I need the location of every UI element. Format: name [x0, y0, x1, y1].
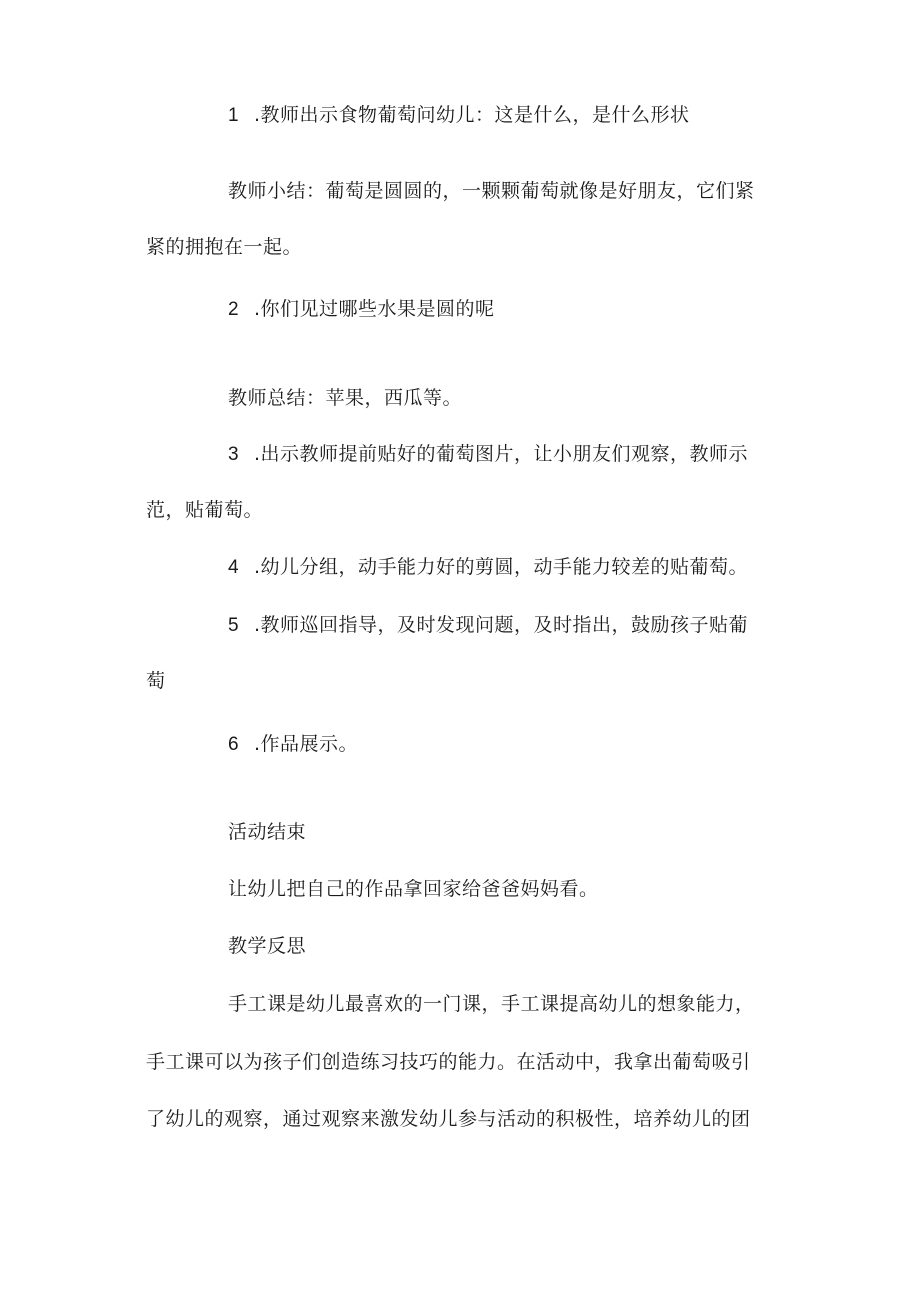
step-4 [228, 554, 788, 581]
paragraph-line: 让幼儿把自己的作品拿回家给爸爸妈妈看。 [228, 878, 599, 900]
paragraph-line: 教师小结：葡萄是圆圆的，一颗颗葡萄就像是好朋友，它们紧 [228, 180, 755, 202]
paragraph-line: 紧的拥抱在一起。 [146, 236, 303, 258]
section-heading: 教学反思 [228, 935, 307, 957]
step-1 [228, 102, 788, 129]
paragraph-line: 萄 [146, 670, 166, 692]
step-text: .教师巡回指导，及时发现问题，及时指出，鼓励孩子贴葡 [254, 614, 749, 636]
step-text: .教师出示食物葡萄问幼儿：这是什么，是什么形状 [254, 104, 690, 126]
step-5 [228, 612, 788, 639]
step-number: 1 [228, 105, 240, 126]
step-text: .幼儿分组，动手能力好的剪圆，动手能力较差的贴葡萄。 [254, 556, 749, 578]
step-2 [228, 296, 788, 323]
step-text: .你们见过哪些水果是圆的呢 [254, 298, 495, 320]
step-6 [228, 731, 788, 758]
step-number: 3 [228, 444, 240, 465]
paragraph-line: 手工课可以为孩子们创造练习技巧的能力。在活动中，我拿出葡萄吸引 [146, 1051, 751, 1073]
paragraph-line: 手工课是幼儿最喜欢的一门课，手工课提高幼儿的想象能力， [228, 993, 755, 1015]
step-text: .作品展示。 [254, 733, 359, 755]
step-3 [228, 441, 788, 468]
step-number: 5 [228, 615, 240, 636]
step-text: .出示教师提前贴好的葡萄图片，让小朋友们观察，教师示 [254, 443, 749, 465]
paragraph-line: 了幼儿的观察，通过观察来激发幼儿参与活动的积极性，培养幼儿的团 [146, 1108, 751, 1130]
paragraph-line: 教师总结：苹果，西瓜等。 [228, 387, 463, 409]
step-number: 2 [228, 299, 240, 320]
step-number: 4 [228, 557, 240, 578]
section-heading: 活动结束 [228, 821, 307, 843]
paragraph-line: 范，贴葡萄。 [146, 499, 264, 521]
step-number: 6 [228, 734, 240, 755]
